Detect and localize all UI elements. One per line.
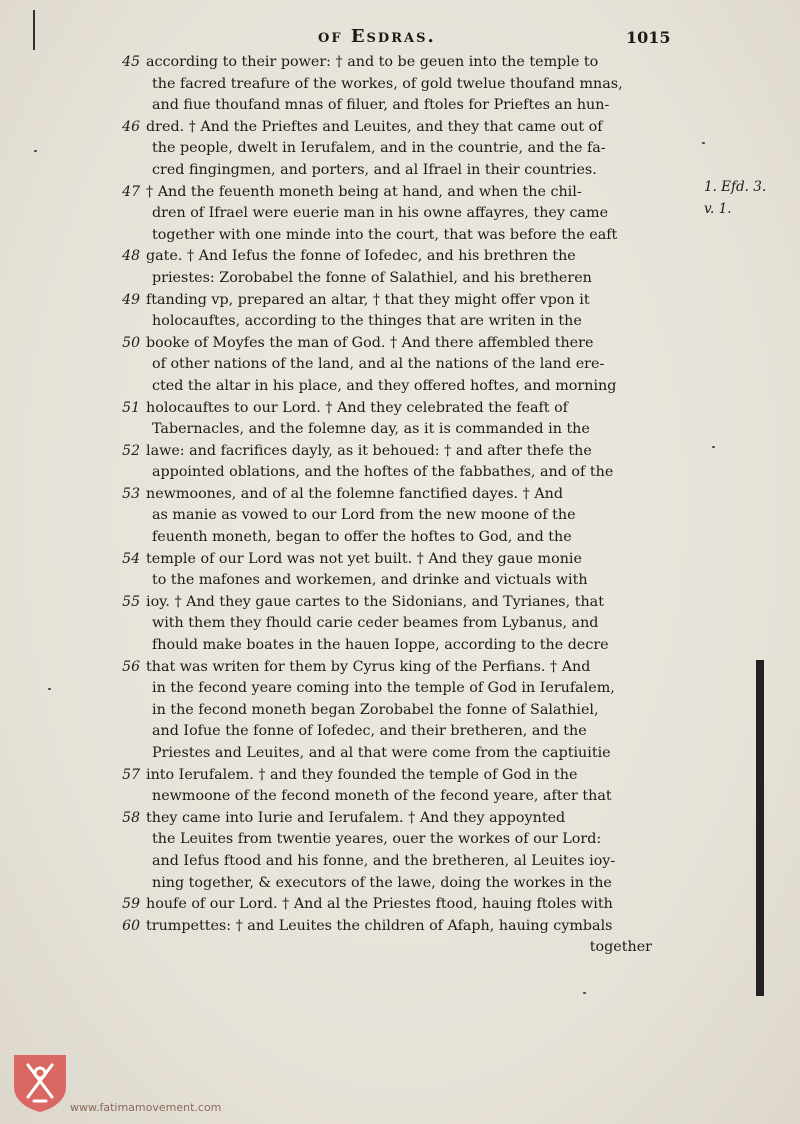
scan-speck — [702, 142, 705, 144]
running-title: of Esdras. — [318, 26, 436, 47]
line-text: houfe of our Lord. † And al the Priestes ftood, hauing ftoles with — [146, 896, 613, 913]
verse-number: 47 — [122, 183, 140, 200]
line-text: into Ierufalem. † and they founded the temple of God in the — [146, 766, 578, 783]
line-text: cred fingingmen, and porters, and al Ifrael in their countries. — [152, 161, 597, 178]
verse-number: 46 — [122, 118, 140, 135]
scan-speck — [712, 446, 715, 448]
text-line — [100, 765, 700, 787]
text-line — [100, 138, 700, 160]
scan-speck — [48, 688, 51, 690]
verse-number: 56 — [122, 658, 140, 675]
text-line — [100, 268, 700, 290]
line-text: according to their power: † and to be geuen into the temple to — [146, 54, 599, 70]
line-text: Tabernacles, and the folemne day, as it is commanded in the — [152, 421, 590, 438]
text-line — [100, 182, 700, 204]
verse-number: 48 — [122, 248, 140, 265]
text-line — [100, 937, 700, 959]
line-text: Priestes and Leuites, and al that were come from the captiuitie — [152, 745, 611, 761]
line-text: the Leuites from twentie yeares, ouer the workes of our Lord: — [152, 831, 602, 848]
text-line — [100, 700, 700, 722]
text-line — [100, 484, 700, 506]
text-line — [100, 117, 700, 139]
page-number: 1015 — [626, 28, 671, 47]
line-text: the facred treafure of the workes, of gold twelue thoufand mnas, — [152, 75, 623, 92]
text-line — [100, 203, 700, 225]
text-line — [100, 657, 700, 679]
text-line — [100, 376, 700, 398]
text-line — [100, 160, 700, 182]
text-line — [100, 873, 700, 895]
text-line — [100, 441, 700, 463]
verse-number: 57 — [122, 766, 140, 783]
text-line — [100, 678, 700, 700]
line-text: temple of our Lord was not yet built. † And they gaue monie — [146, 550, 582, 567]
line-text: ning together, & executors of the lawe, doing the workes in the — [152, 874, 612, 891]
text-line — [100, 505, 700, 527]
verse-number: 55 — [122, 593, 140, 610]
text-line — [100, 635, 700, 657]
line-text: priestes: Zorobabel the fonne of Salathiel, and his bretheren — [152, 269, 592, 286]
verse-number: 53 — [122, 485, 140, 502]
verse-number: 54 — [122, 550, 140, 567]
text-line — [100, 225, 700, 247]
line-text: with them they fhould carie ceder beames from Lybanus, and — [152, 615, 599, 632]
line-text: ftanding vp, prepared an altar, † that they might offer vpon it — [146, 291, 590, 308]
line-text: newmoones, and of al the folemne fanctified dayes. † And — [146, 485, 564, 502]
text-line — [100, 743, 700, 765]
verse-number: 52 — [122, 442, 140, 459]
keys-shield-icon — [12, 1053, 68, 1113]
line-text: and Iofue the fonne of Iofedec, and their bretheren, and the — [152, 723, 587, 740]
text-line — [100, 52, 700, 74]
line-text: in the fecond yeare coming into the temple of God in Ierufalem, — [152, 680, 615, 697]
text-line — [100, 95, 700, 117]
text-line — [100, 398, 700, 420]
right-margin-rule — [756, 660, 764, 996]
line-text: feuenth moneth, began to offer the hoftes to God, and the — [152, 529, 572, 546]
scripture-text — [100, 52, 700, 959]
website-url[interactable]: www.fatimamovement.com — [70, 1101, 222, 1114]
text-line — [100, 829, 700, 851]
text-line — [100, 311, 700, 333]
line-text: they came into Iurie and Ierufalem. † And they appoynted — [146, 809, 566, 826]
line-text: trumpettes: † and Leuites the children of Afaph, hauing cymbals — [146, 917, 613, 934]
line-text: † And the feuenth moneth being at hand, and when the chil- — [146, 183, 582, 200]
verse-number: 59 — [122, 896, 140, 913]
line-text: to the mafones and workemen, and drinke and victuals with — [152, 572, 588, 589]
line-text: that was writen for them by Cyrus king of the Perfians. † And — [146, 658, 591, 675]
line-text: gate. † And Iefus the fonne of Iofedec, and his brethren the — [146, 248, 576, 265]
line-text: holocauftes, according to the thinges that are writen in the — [152, 313, 582, 330]
verse-number: 49 — [122, 291, 140, 308]
line-text: and fiue thoufand mnas of filuer, and ftoles for Prieftes an hun- — [152, 97, 610, 114]
text-line — [100, 333, 700, 355]
verse-number: 60 — [122, 917, 140, 934]
line-text: as manie as vowed to our Lord from the new moone of the — [152, 507, 576, 524]
line-text: dren of Ifrael were euerie man in his owne affayres, they came — [152, 205, 609, 222]
text-line — [100, 808, 700, 830]
text-line — [100, 246, 700, 268]
text-line — [100, 613, 700, 635]
text-line — [100, 570, 700, 592]
scan-speck — [34, 150, 37, 152]
line-text: cted the altar in his place, and they offered hoftes, and morning — [152, 377, 617, 394]
margin-reference-2: v. 1. — [704, 201, 732, 217]
verse-number: 58 — [122, 809, 140, 826]
line-text: appointed oblations, and the hoftes of the fabbathes, and of the — [152, 464, 614, 481]
line-text: of other nations of the land, and al the nations of the land ere- — [152, 356, 605, 373]
verse-number: 45 — [122, 54, 140, 70]
line-text: lawe: and facrifices dayly, as it behoued: † and after thefe the — [146, 442, 592, 459]
line-text: the people, dwelt in Ierufalem, and in the countrie, and the fa- — [152, 140, 606, 157]
text-line — [100, 354, 700, 376]
line-text: dred. † And the Prieftes and Leuites, and they that came out of — [146, 118, 603, 135]
line-text: and Iefus ftood and his fonne, and the bretheren, al Leuites ioy- — [152, 852, 616, 869]
line-text: together — [589, 939, 652, 956]
margin-reference-1: 1. Efd. 3. — [704, 179, 767, 195]
text-line — [100, 419, 700, 441]
text-line — [100, 592, 700, 614]
line-text: newmoone of the fecond moneth of the fecond yeare, after that — [152, 788, 612, 805]
line-text: holocauftes to our Lord. † And they celebrated the feaft of — [146, 399, 568, 416]
text-line — [100, 527, 700, 549]
page-header — [0, 26, 800, 54]
text-line — [100, 851, 700, 873]
text-line — [100, 786, 700, 808]
verse-number: 50 — [122, 334, 140, 351]
line-text: fhould make boates in the hauen Ioppe, according to the decre — [152, 637, 609, 654]
scan-speck — [583, 992, 586, 994]
line-text: ioy. † And they gaue cartes to the Sidonians, and Tyrianes, that — [146, 593, 604, 610]
line-text: booke of Moyfes the man of God. † And there affembled there — [146, 334, 594, 351]
verse-number: 51 — [122, 399, 140, 416]
text-line — [100, 894, 700, 916]
text-line — [100, 721, 700, 743]
line-text: together with one minde into the court, that was before the eaft — [152, 226, 618, 243]
text-line — [100, 549, 700, 571]
text-line — [100, 74, 700, 96]
text-line — [100, 462, 700, 484]
line-text: in the fecond moneth began Zorobabel the fonne of Salathiel, — [152, 701, 599, 718]
text-line — [100, 916, 700, 938]
text-line — [100, 290, 700, 312]
